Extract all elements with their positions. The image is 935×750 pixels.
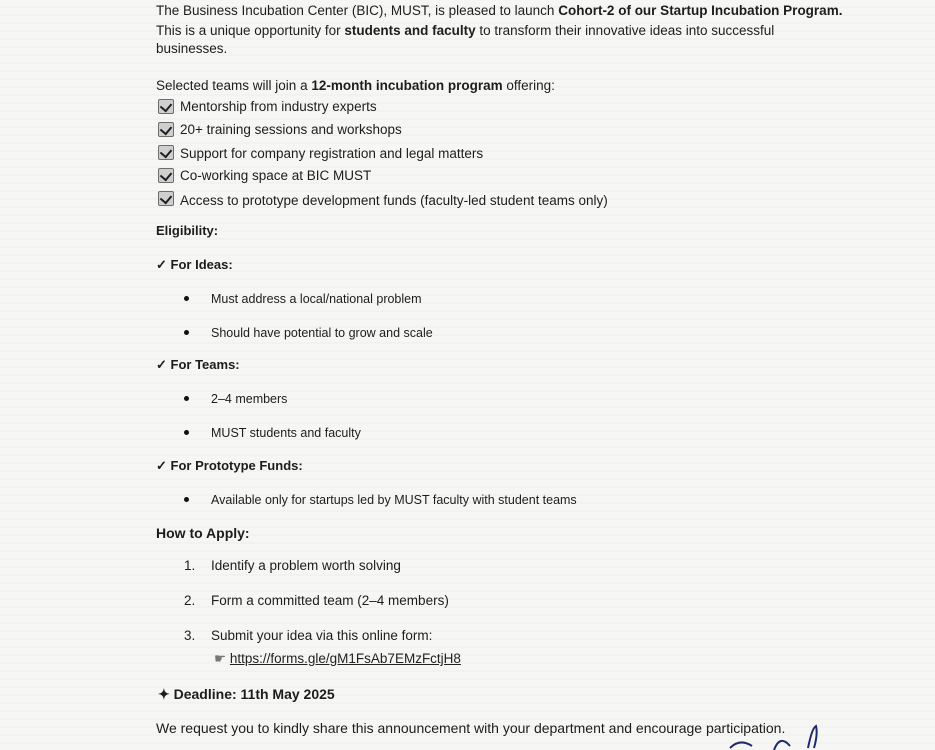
- benefit-item: Support for company registration and legal matters: [180, 146, 484, 161]
- benefit-item: Access to prototype development funds (faculty-led student teams only): [180, 193, 608, 208]
- ideas-item: Must address a local/national problem: [211, 292, 422, 306]
- ideas-item: Should have potential to grow and scale: [211, 326, 433, 340]
- teams-heading: ✓ For Teams:: [156, 357, 240, 372]
- checkbox-icon: [158, 145, 174, 160]
- checkbox-icon: [158, 168, 174, 183]
- intro-line-2: This is a unique opportunity for students and faculty to transform their innovative ideas into successful: [156, 23, 775, 38]
- step-number: 2.: [184, 593, 196, 608]
- bullet-icon: [184, 396, 189, 401]
- step-text: Submit your idea via this online form:: [211, 628, 433, 643]
- ideas-heading: ✓ For Ideas:: [156, 257, 233, 272]
- funds-item: Available only for startups led by MUST faculty with student teams: [211, 493, 577, 507]
- pointing-hand-icon: ☛: [214, 651, 227, 666]
- star-icon: ✦: [158, 686, 170, 702]
- check-mark-icon: ✓: [156, 357, 167, 372]
- closing-text: We request you to kindly share this announcement with your department and encourage participation.: [156, 720, 786, 736]
- teams-item: MUST students and faculty: [211, 426, 361, 440]
- step-text: Form a committed team (2–4 members): [211, 593, 449, 608]
- funds-heading: ✓ For Prototype Funds:: [156, 458, 303, 473]
- signature-scribble: [720, 724, 830, 750]
- check-mark-icon: ✓: [156, 257, 167, 272]
- checkbox-icon: [158, 122, 174, 137]
- check-mark-icon: ✓: [156, 458, 167, 473]
- form-link-row[interactable]: [214, 650, 461, 667]
- eligibility-title: Eligibility:: [156, 223, 219, 238]
- intro-line-3: businesses.: [156, 41, 228, 56]
- step-text: Identify a problem worth solving: [211, 558, 401, 573]
- benefit-item: 20+ training sessions and workshops: [180, 122, 402, 137]
- program-lead: Selected teams will join a 12-month incubation program offering:: [156, 78, 555, 93]
- bullet-icon: [184, 430, 189, 435]
- step-number: 3.: [184, 628, 196, 643]
- bullet-icon: [184, 330, 189, 335]
- bullet-icon: [184, 497, 189, 502]
- benefit-item: Co-working space at BIC MUST: [180, 168, 372, 183]
- benefit-item: Mentorship from industry experts: [180, 99, 377, 114]
- deadline: ✦ Deadline: 11th May 2025: [158, 686, 335, 702]
- checkbox-icon: [158, 191, 174, 206]
- teams-item: 2–4 members: [211, 392, 288, 406]
- apply-title: How to Apply:: [156, 525, 250, 541]
- bullet-icon: [184, 296, 189, 301]
- checkbox-icon: [158, 99, 174, 114]
- step-number: 1.: [184, 558, 196, 573]
- intro-line-1: The Business Incubation Center (BIC), MUST, is pleased to launch Cohort-2 of our Startup Incubation Program.: [156, 3, 843, 18]
- form-link[interactable]: https://forms.gle/gM1FsAb7EMzFctjH8: [229, 651, 461, 666]
